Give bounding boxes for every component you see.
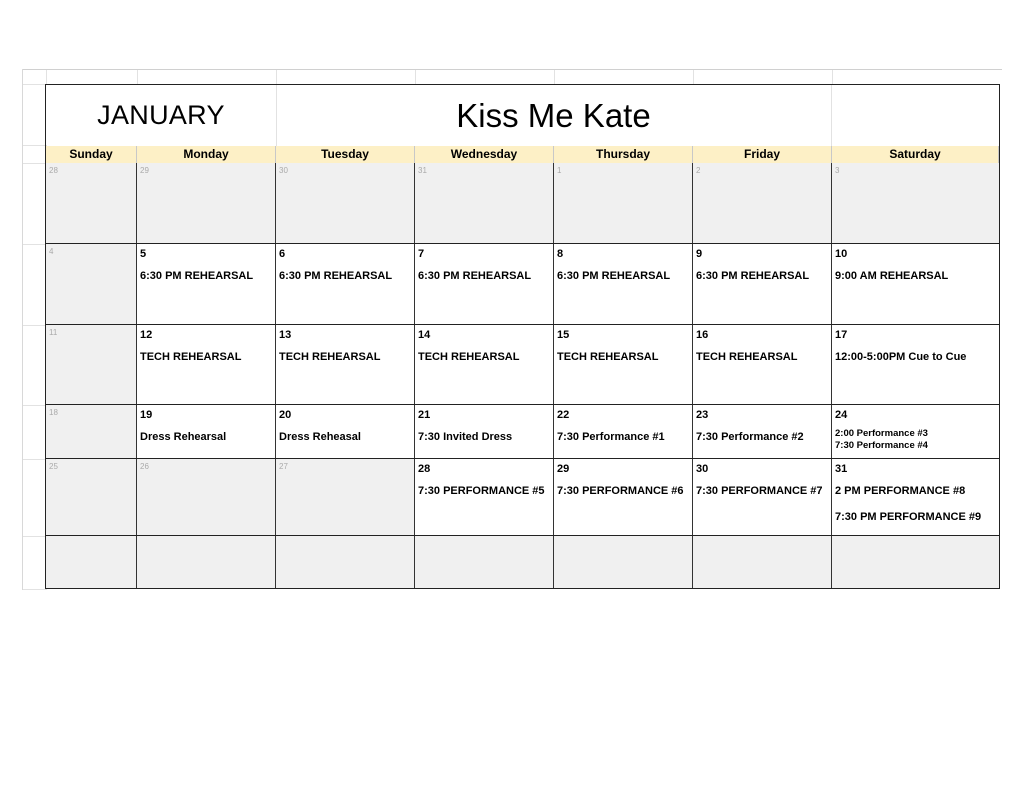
column-guide xyxy=(276,70,277,85)
day-cell[interactable] xyxy=(554,405,693,458)
day-cell[interactable] xyxy=(832,459,999,535)
day-number: 27 xyxy=(279,462,288,471)
day-number: 28 xyxy=(49,166,58,175)
day-number: 22 xyxy=(557,409,570,421)
day-cell[interactable] xyxy=(276,405,415,458)
row-guide xyxy=(23,405,47,406)
event-text: 2:00 Performance #3 xyxy=(835,428,928,439)
day-cell[interactable] xyxy=(554,536,693,588)
day-number: 31 xyxy=(835,463,848,475)
day-number: 15 xyxy=(557,329,570,341)
row-guide xyxy=(23,145,47,146)
week-row xyxy=(46,405,999,459)
day-cell[interactable] xyxy=(46,163,137,243)
show-title: Kiss Me Kate xyxy=(276,85,832,146)
event-text: 6:30 PM REHEARSAL xyxy=(696,270,810,282)
day-number: 10 xyxy=(835,248,848,260)
event-text: 7:30 PERFORMANCE #7 xyxy=(696,485,823,497)
day-cell[interactable] xyxy=(276,325,415,404)
day-number: 25 xyxy=(49,462,58,471)
day-cell[interactable] xyxy=(554,325,693,404)
day-cell[interactable] xyxy=(137,163,276,243)
event-text: 7:30 Performance #4 xyxy=(835,440,928,451)
day-cell[interactable] xyxy=(276,459,415,535)
day-cell[interactable] xyxy=(554,163,693,243)
day-cell[interactable] xyxy=(693,244,832,324)
column-guide xyxy=(137,70,138,85)
day-number: 13 xyxy=(279,329,292,341)
day-cell[interactable] xyxy=(137,405,276,458)
month-label: JANUARY xyxy=(46,85,277,146)
day-number: 5 xyxy=(140,248,147,260)
column-guide xyxy=(832,70,833,85)
day-cell[interactable] xyxy=(554,244,693,324)
day-cell[interactable] xyxy=(693,163,832,243)
spreadsheet-row-guides xyxy=(22,69,47,590)
day-cell[interactable] xyxy=(693,459,832,535)
day-cell[interactable] xyxy=(693,405,832,458)
day-number: 30 xyxy=(696,463,709,475)
event-text: TECH REHEARSAL xyxy=(279,351,381,363)
event-text: Dress Rehearsal xyxy=(140,431,227,443)
day-number: 26 xyxy=(140,462,149,471)
weekday-header-tuesday: Tuesday xyxy=(276,146,415,163)
day-number: 14 xyxy=(418,329,431,341)
day-cell[interactable] xyxy=(276,536,415,588)
row-guide xyxy=(23,325,47,326)
event-text: 7:30 Invited Dress xyxy=(418,431,513,443)
week-row xyxy=(46,459,999,536)
day-number: 18 xyxy=(49,408,58,417)
day-cell[interactable] xyxy=(832,244,999,324)
day-cell[interactable] xyxy=(554,459,693,535)
row-guide xyxy=(23,536,47,537)
event-text: 12:00-5:00PM Cue to Cue xyxy=(835,351,967,363)
day-number: 17 xyxy=(835,329,848,341)
day-number: 16 xyxy=(696,329,709,341)
day-number: 11 xyxy=(49,328,58,337)
event-text: Dress Reheasal xyxy=(279,431,361,443)
day-number: 3 xyxy=(835,166,840,175)
weekday-header-sunday: Sunday xyxy=(46,146,137,163)
event-text: 6:30 PM REHEARSAL xyxy=(418,270,532,282)
day-cell[interactable] xyxy=(276,163,415,243)
day-cell[interactable] xyxy=(415,325,554,404)
day-number: 29 xyxy=(140,166,149,175)
day-cell[interactable] xyxy=(693,536,832,588)
day-cell[interactable] xyxy=(832,405,999,458)
weekday-header-thursday: Thursday xyxy=(554,146,693,163)
title-row xyxy=(46,85,999,147)
row-guide xyxy=(23,589,47,590)
event-text: 7:30 PERFORMANCE #5 xyxy=(418,485,545,497)
event-text: 2 PM PERFORMANCE #8 xyxy=(835,485,966,497)
day-number: 28 xyxy=(418,463,431,475)
day-number: 24 xyxy=(835,409,848,421)
day-cell[interactable] xyxy=(137,536,276,588)
day-cell[interactable] xyxy=(415,163,554,243)
day-cell[interactable] xyxy=(415,536,554,588)
event-text: 6:30 PM REHEARSAL xyxy=(557,270,671,282)
day-cell[interactable] xyxy=(46,459,137,535)
row-guide xyxy=(23,84,47,85)
day-number: 29 xyxy=(557,463,570,475)
event-text: 9:00 AM REHEARSAL xyxy=(835,270,949,282)
day-cell[interactable] xyxy=(832,163,999,243)
day-cell[interactable] xyxy=(276,244,415,324)
day-number: 20 xyxy=(279,409,292,421)
day-cell[interactable] xyxy=(832,325,999,404)
day-number: 30 xyxy=(279,166,288,175)
weekday-header-saturday: Saturday xyxy=(832,146,999,163)
row-guide xyxy=(23,459,47,460)
event-text: TECH REHEARSAL xyxy=(418,351,520,363)
weekday-header-friday: Friday xyxy=(693,146,832,163)
event-text: 7:30 PM PERFORMANCE #9 xyxy=(835,511,982,523)
day-cell[interactable] xyxy=(415,459,554,535)
day-cell[interactable] xyxy=(46,325,137,404)
day-cell[interactable] xyxy=(46,405,137,458)
day-cell[interactable] xyxy=(137,244,276,324)
day-cell[interactable] xyxy=(46,536,137,588)
event-text: TECH REHEARSAL xyxy=(140,351,242,363)
calendar xyxy=(45,84,1000,589)
day-number: 2 xyxy=(696,166,701,175)
day-number: 19 xyxy=(140,409,153,421)
row-guide xyxy=(23,163,47,164)
day-cell[interactable] xyxy=(693,325,832,404)
week-row xyxy=(46,325,999,405)
event-text: 7:30 Performance #1 xyxy=(557,431,665,443)
column-guide xyxy=(693,70,694,85)
event-text: TECH REHEARSAL xyxy=(557,351,659,363)
column-guide xyxy=(415,70,416,85)
day-number: 31 xyxy=(418,166,427,175)
day-number: 8 xyxy=(557,248,564,260)
day-cell[interactable] xyxy=(832,536,999,588)
day-number: 12 xyxy=(140,329,153,341)
day-number: 21 xyxy=(418,409,431,421)
week-row xyxy=(46,536,999,589)
day-cell[interactable] xyxy=(137,459,276,535)
event-text: 7:30 Performance #2 xyxy=(696,431,804,443)
event-text: TECH REHEARSAL xyxy=(696,351,798,363)
day-cell[interactable] xyxy=(415,244,554,324)
spreadsheet-column-guides xyxy=(22,69,1002,85)
week-row xyxy=(46,244,999,325)
week-row xyxy=(46,163,999,244)
day-number: 9 xyxy=(696,248,703,260)
weekday-header-row xyxy=(46,146,999,164)
column-guide xyxy=(554,70,555,85)
event-text: 6:30 PM REHEARSAL xyxy=(140,270,254,282)
day-number: 23 xyxy=(696,409,709,421)
event-text: 7:30 PERFORMANCE #6 xyxy=(557,485,684,497)
day-number: 1 xyxy=(557,166,562,175)
day-cell[interactable] xyxy=(137,325,276,404)
event-text: 6:30 PM REHEARSAL xyxy=(279,270,393,282)
day-cell[interactable] xyxy=(415,405,554,458)
row-guide xyxy=(23,244,47,245)
day-number: 6 xyxy=(279,248,286,260)
weekday-header-monday: Monday xyxy=(137,146,276,163)
day-cell[interactable] xyxy=(46,244,137,324)
weekday-header-wednesday: Wednesday xyxy=(415,146,554,163)
day-number: 7 xyxy=(418,248,425,260)
day-number: 4 xyxy=(49,247,54,256)
